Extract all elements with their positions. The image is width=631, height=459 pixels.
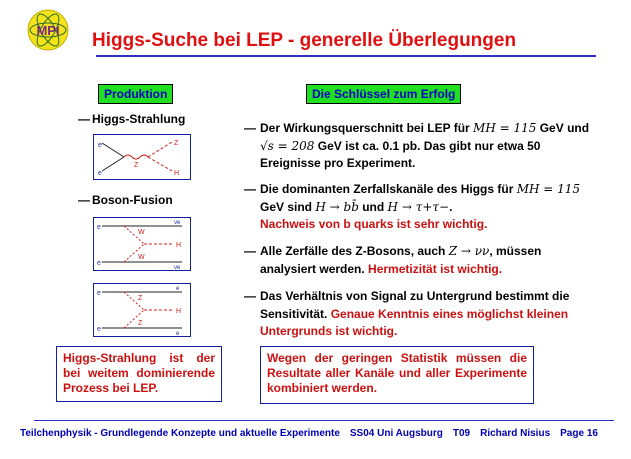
item-boson-fusion: — Boson-Fusion <box>78 193 173 207</box>
diagram-label: e <box>98 170 102 177</box>
footer-term: SS04 Uni Augsburg <box>349 428 443 439</box>
math-expression: MH = 115 <box>473 121 537 135</box>
highlight-text: Genaue Kenntnis eines möglichst kleinen Untergrunds ist wichtig. <box>260 306 569 338</box>
bullet-text: Alle Zerfälle des Z-Bosons, auch <box>260 244 449 258</box>
bullet-dash: — <box>244 121 256 135</box>
bullet-cross-section <box>244 120 594 173</box>
diagram-label: e <box>98 142 102 149</box>
diagram-label: e <box>176 331 180 336</box>
diagram-label: e <box>97 290 101 297</box>
footer <box>20 428 620 439</box>
diagram-label: H <box>176 308 182 315</box>
bullet-text: Das Verhältnis von Signal zu Untergrund bestimmt die Sensitivität. <box>260 289 570 321</box>
production-label: Produktion <box>98 84 173 104</box>
logo-text: MPI <box>36 23 60 38</box>
diagram-label: H <box>176 242 182 249</box>
bullet-text: Die dominanten Zerfallskanäle des Higgs für <box>260 182 517 196</box>
page-title: Higgs-Suche bei LEP - generelle Überlegungen <box>92 30 517 51</box>
bullet-text: Der Wirkungsquerschnitt bei LEP für <box>260 121 474 135</box>
feynman-diagram-higgsstrahlung <box>93 134 191 180</box>
diagram-label: W <box>138 229 145 236</box>
diagram-label: Z <box>138 295 143 302</box>
bullet-text: GeV sind <box>260 199 316 214</box>
diagram-label: Z <box>134 162 139 169</box>
diagram-label: W <box>138 254 145 261</box>
diagram-label: Z <box>138 320 143 327</box>
feynman-diagram-zz-fusion <box>93 283 191 337</box>
footer-author: Richard Nisius <box>480 428 551 439</box>
footer-code: T09 <box>452 428 471 439</box>
feynman-diagram-ww-fusion <box>93 217 191 271</box>
math-expression: Z → νν <box>448 244 490 258</box>
mpi-logo <box>26 8 70 52</box>
bullet-decay-channels <box>244 181 594 234</box>
footer-page: Page 16 <box>560 428 598 439</box>
highlight-text: Hermetizität ist wichtig. <box>368 261 503 276</box>
diagram-label: H <box>174 170 180 177</box>
title-divider <box>96 55 596 57</box>
footer-course: Teilchenphysik - Grundlegende Konzepte und aktuelle Experimente <box>20 428 340 439</box>
bullet-text: , müssen analysiert werden. <box>260 244 542 276</box>
bullet-z-decays <box>244 243 594 278</box>
highlight-text: Nachweis von b quarks ist sehr wichtig. <box>260 217 488 231</box>
footer-divider <box>34 420 614 421</box>
item-label: Boson-Fusion <box>92 193 173 207</box>
math-expression: H → τ+τ− <box>387 199 450 214</box>
diagram-label: e <box>176 286 180 292</box>
bullet-dash: — <box>244 182 256 196</box>
diagram-label: Z <box>174 140 179 147</box>
item-label: Higgs-Strahlung <box>92 112 186 126</box>
right-summary-box: Wegen der geringen Statistik müssen die Resultate aller Kanäle und aller Experimente kombiniert werden. <box>260 346 534 404</box>
bullet-text: und <box>358 199 388 214</box>
bullet-dash: — <box>244 244 256 258</box>
diagram-label: νe <box>174 220 181 226</box>
item-higgs-strahlung: — Higgs-Strahlung <box>78 112 186 126</box>
bullet-text: GeV ist ca. 0.1 pb. Das gibt nur etwa 50 Ereignisse pro Experiment. <box>260 138 541 170</box>
bullet-text: GeV und <box>536 121 590 135</box>
bullet-signal-background <box>244 288 594 341</box>
math-expression: MH = 115 <box>516 182 581 196</box>
keys-to-success-label: Die Schlüssel zum Erfolg <box>306 84 461 104</box>
bullet-dash: — <box>244 289 256 303</box>
diagram-label: e <box>97 224 101 231</box>
left-summary-box: Higgs-Strahlung ist der bei weitem dominierende Prozess bei LEP. <box>56 346 222 402</box>
math-expression: H → bb̄ <box>315 199 359 214</box>
diagram-label: νe <box>174 265 181 270</box>
diagram-label: e <box>97 326 101 333</box>
math-expression: √s = 208 <box>260 138 315 153</box>
diagram-label: e <box>97 260 101 267</box>
bullet-text: . <box>449 199 453 214</box>
